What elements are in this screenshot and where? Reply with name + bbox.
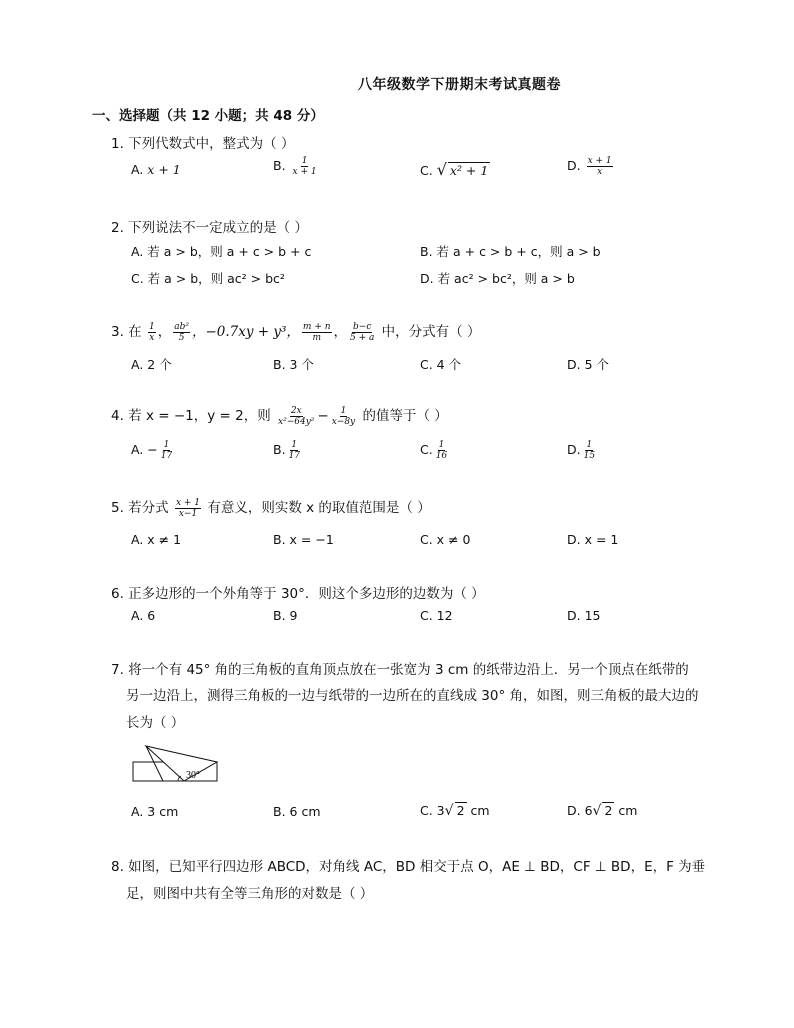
q6-option-b: B. 9 xyxy=(273,608,298,623)
q3-option-d: D. 5 个 xyxy=(567,357,609,372)
fraction: $\frac{2x}{\text{x²−64y²}}$ xyxy=(278,405,315,427)
q1-option-a: A. x + 1 xyxy=(131,162,181,177)
q5-option-c: C. x ≠ 0 xyxy=(420,532,471,547)
q7-option-b: B. 6 cm xyxy=(273,804,321,819)
q6-option-a: A. 6 xyxy=(131,608,156,623)
question-7-line-3: 长为（ ） xyxy=(126,715,185,731)
q3-option-c: C. 4 个 xyxy=(420,357,462,372)
q6-option-d: D. 15 xyxy=(567,608,601,623)
page-title: 八年级数学下册期末考试真题卷 xyxy=(358,77,561,93)
q7-option-a: A. 3 cm xyxy=(131,804,179,819)
question-8-line-2: 足，则图中共有全等三角形的对数是（ ） xyxy=(126,886,374,902)
fraction: $\frac{1}{17}$ xyxy=(160,440,173,461)
fraction: $\frac{x + 1}{x-1}$ xyxy=(175,497,201,519)
triangle-strip-diagram xyxy=(132,745,222,785)
q6-option-c: C. 12 xyxy=(420,608,453,623)
fraction: $\frac{m + n}{m}$ xyxy=(302,321,331,343)
q4-option-c: C. $\frac{1}{16}$ xyxy=(420,440,448,461)
fraction: $\frac{1}{x-8y}$ xyxy=(331,405,356,427)
question-3-stem: 3. 在 $\frac{1}{x}$ ， $\frac{\text{ab²}}{5}$ ，−0.7xy + y³， $\frac{m + n}{m}$ ， $\frac{b-c}{5 + a}$ 中，分式有（ ） xyxy=(111,321,481,343)
q2-option-a: A. 若 a > b，则 a + c > b + c xyxy=(131,244,312,259)
q3-option-a: A. 2 个 xyxy=(131,357,172,372)
question-7-line-2: 另一边沿上，测得三角板的一边与纸带的一边所在的直线成 30° 角，如图，则三角板的最大边的 xyxy=(126,688,699,704)
q4-option-d: D. $\frac{1}{15}$ xyxy=(567,440,596,461)
q5-option-d: D. x = 1 xyxy=(567,532,619,547)
fraction: $\frac{\text{ab²}}{5}$ xyxy=(174,321,189,343)
fraction: $\frac{1}{15}$ xyxy=(583,440,596,461)
q5-option-a: A. x ≠ 1 xyxy=(131,532,182,547)
q1-option-d: D. $\frac{x + 1}{x}$ xyxy=(567,156,612,177)
angle-label: 30° xyxy=(186,770,200,781)
q1-option-b: B. $\frac{1}{x + 1}$ xyxy=(273,156,317,177)
set-square xyxy=(146,746,217,781)
q4-option-a: A. − $\frac{1}{17}$ xyxy=(131,440,173,461)
fraction: $\frac{1}{17}$ xyxy=(288,440,301,461)
q5-option-b: B. x = −1 xyxy=(273,532,334,547)
fraction: $\frac{1}{x}$ xyxy=(148,321,155,343)
q1-option-c: C. √ x² + 1 xyxy=(420,160,489,179)
question-6-stem: 6. 正多边形的一个外角等于 30°．则这个多边形的边数为（ ） xyxy=(111,586,485,602)
q7-option-d: D. 6√ 2 cm xyxy=(567,803,638,819)
fraction: $\frac{1}{x + 1}$ xyxy=(292,156,317,177)
fraction: $\frac{b-c}{5 + a}$ xyxy=(350,321,375,343)
q2-option-b: B. 若 a + c > b + c，则 a > b xyxy=(420,244,601,259)
question-7-line-1: 7. 将一个有 45° 角的三角板的直角顶点放在一张宽为 3 cm 的纸带边沿上．另一个顶点在纸带的 xyxy=(111,662,689,678)
q7-option-c: C. 3√ 2 cm xyxy=(420,803,490,819)
question-1-stem: 1. 下列代数式中，整式为（ ） xyxy=(111,136,295,152)
fraction: $\frac{1}{16}$ xyxy=(435,440,448,461)
question-5-stem: 5. 若分式 $\frac{x + 1}{x-1}$ 有意义，则实数 x 的取值范围是（ ） xyxy=(111,497,431,519)
section-heading: 一、选择题（共 12 小题；共 48 分） xyxy=(92,108,324,124)
question-8-line-1: 8. 如图，已知平行四边形 ABCD，对角线 AC，BD 相交于点 O，AE ⊥ BD，CF ⊥ BD，E，F 为垂 xyxy=(111,859,706,875)
fraction: $\frac{x + 1}{x}$ xyxy=(587,156,612,177)
q3-option-b: B. 3 个 xyxy=(273,357,314,372)
question-4-stem: 4. 若 x = −1，y = 2，则 $\frac{2x}{\text{x²−64y²}}$ − $\frac{1}{x-8y}$ 的值等于（ ） xyxy=(111,405,448,427)
question-2-stem: 2. 下列说法不一定成立的是（ ） xyxy=(111,220,308,236)
q2-option-c: C. 若 a > b，则 ac² > bc² xyxy=(131,271,285,286)
q2-option-d: D. 若 ac² > bc²，则 a > b xyxy=(420,271,575,286)
q4-option-b: B. $\frac{1}{17}$ xyxy=(273,440,301,461)
